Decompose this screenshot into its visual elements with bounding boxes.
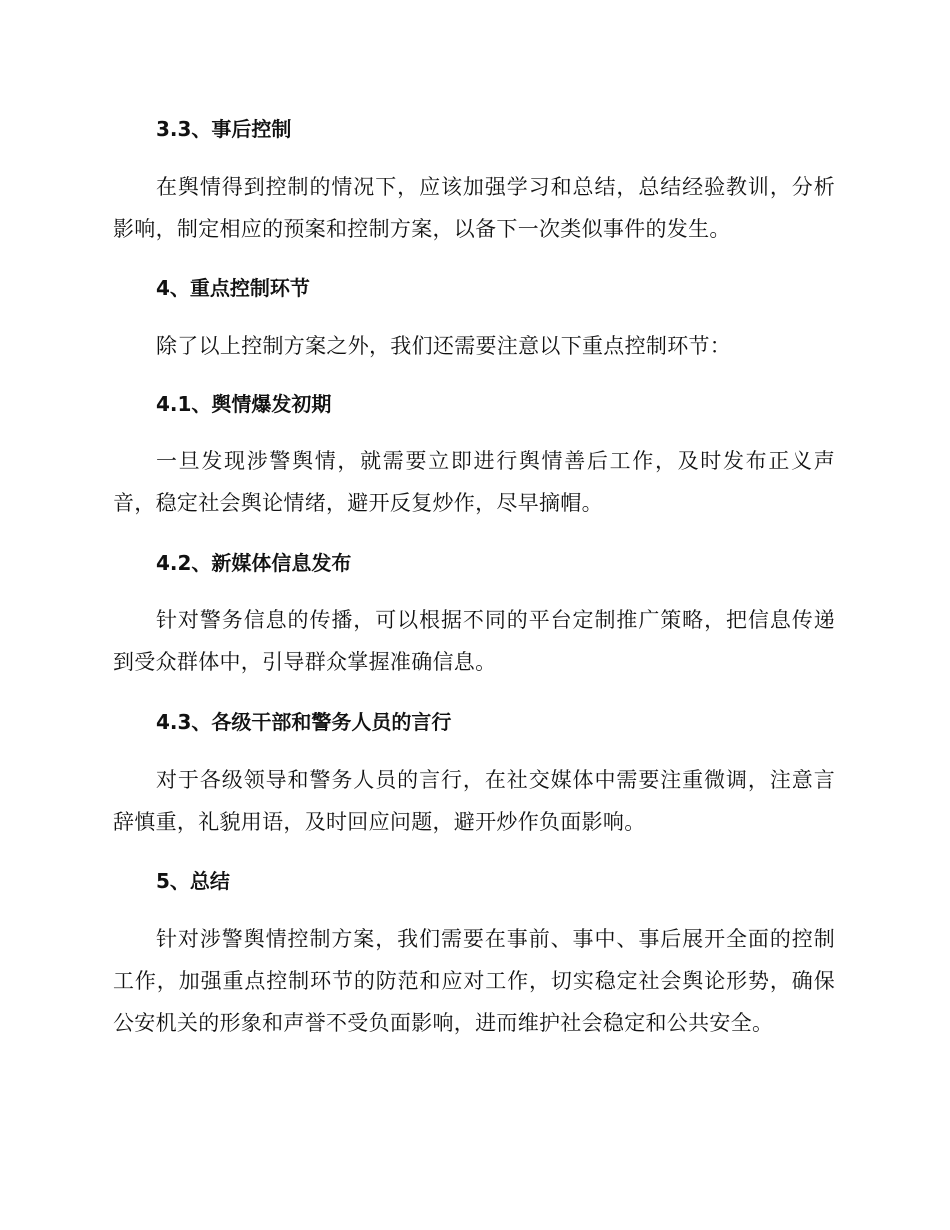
section-heading-3-3: 3.3、事后控制 [156,117,292,141]
paragraph-officer-conduct: 对于各级领导和警务人员的言行，在社交媒体中需要注重微调，注意言辞慎重，礼貌用语，及时回应问题，避开炒作负面影响。 [113,768,835,834]
paragraph-early-outbreak: 一旦发现涉警舆情，就需要立即进行舆情善后工作，及时发布正义声音，稳定社会舆论情绪，避开反复炒作，尽早摘帽。 [113,449,835,515]
paragraph-new-media-release: 针对警务信息的传播，可以根据不同的平台定制推广策略，把信息传递到受众群体中，引导群众掌握准确信息。 [113,608,835,674]
section-heading-4: 4、重点控制环节 [156,276,310,300]
section-heading-4-1: 4.1、舆情爆发初期 [156,392,332,416]
section-heading-4-3: 4.3、各级干部和警务人员的言行 [156,710,452,734]
section-heading-4-2: 4.2、新媒体信息发布 [156,551,352,575]
paragraph-summary: 针对涉警舆情控制方案，我们需要在事前、事中、事后展开全面的控制工作，加强重点控制环节的防范和应对工作，切实稳定社会舆论形势，确保公安机关的形象和声誉不受负面影响，进而维护社会稳定和公共安全。 [113,927,835,1035]
paragraph-key-control-intro: 除了以上控制方案之外，我们还需要注意以下重点控制环节： [156,334,732,358]
section-heading-5: 5、总结 [156,869,230,893]
paragraph-post-event-control: 在舆情得到控制的情况下，应该加强学习和总结，总结经验教训，分析影响，制定相应的预案和控制方案，以备下一次类似事件的发生。 [113,175,835,241]
